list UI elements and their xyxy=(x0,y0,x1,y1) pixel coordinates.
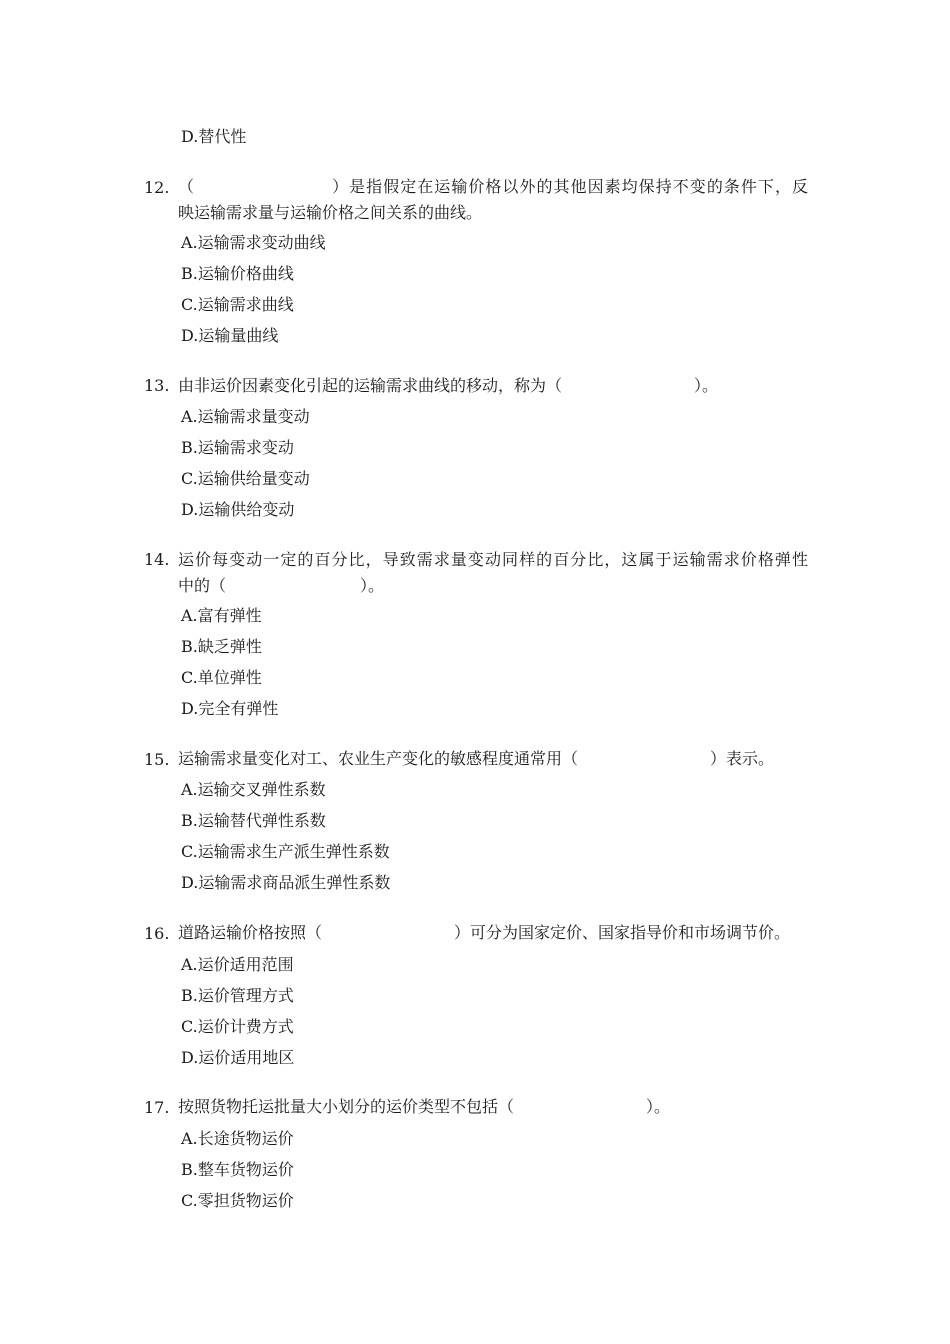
option-a: A.运价适用范围 xyxy=(181,955,294,974)
option-d: D.运输供给变动 xyxy=(181,500,295,519)
question-text xyxy=(178,174,808,226)
question-text xyxy=(178,920,808,946)
option-d: D.完全有弹性 xyxy=(181,699,279,718)
option-d: D.运价适用地区 xyxy=(181,1048,295,1067)
option-c: C.运输供给量变动 xyxy=(181,469,310,488)
question-number: 16. xyxy=(144,924,170,943)
option-d: D.运输量曲线 xyxy=(181,326,279,345)
option-b: B.缺乏弹性 xyxy=(181,637,262,656)
option-b: B.整车货物运价 xyxy=(181,1160,294,1179)
option-b: B.运输需求变动 xyxy=(181,438,294,457)
question-number: 13. xyxy=(144,376,170,395)
option-c: C.单位弹性 xyxy=(181,668,262,687)
option-c: C.零担货物运价 xyxy=(181,1191,294,1210)
option-b: B.运输替代弹性系数 xyxy=(181,811,326,830)
option-a: A.运输交叉弹性系数 xyxy=(181,780,326,799)
question-text xyxy=(178,373,808,399)
question-line: 运输需求量变化对工、农业生产变化的敏感程度通常用（ ）表示。 xyxy=(178,749,775,768)
question-text xyxy=(178,547,808,599)
option-a: A.长途货物运价 xyxy=(181,1129,294,1148)
question-line: （ ）是指假定在运输价格以外的其他因素均保持不变的条件下，反 xyxy=(178,177,808,196)
option-c: C.运价计费方式 xyxy=(181,1017,294,1036)
question-line: 由非运价因素变化引起的运输需求曲线的移动，称为（ ）。 xyxy=(178,376,719,395)
question-line: 映运输需求量与运输价格之间关系的曲线。 xyxy=(178,203,483,222)
option-a: A.富有弹性 xyxy=(181,606,262,625)
question-text xyxy=(178,746,808,772)
option-b: B.运输价格曲线 xyxy=(181,264,294,283)
option-b: B.运价管理方式 xyxy=(181,986,294,1005)
question-line: 按照货物托运批量大小划分的运价类型不包括（ ）。 xyxy=(178,1097,671,1116)
question-number: 17. xyxy=(144,1098,170,1117)
question-line: 中的（ ）。 xyxy=(178,576,385,595)
question-number: 12. xyxy=(144,178,170,197)
question-line: 道路运输价格按照（ ）可分为国家定价、国家指导价和市场调节价。 xyxy=(178,923,791,942)
question-text xyxy=(178,1094,808,1120)
option-text: D.替代性 xyxy=(181,127,247,146)
question-line: 运价每变动一定的百分比，导致需求量变动同样的百分比，这属于运输需求价格弹性 xyxy=(178,550,808,569)
option-d: D.运输需求商品派生弹性系数 xyxy=(181,873,391,892)
option-c: C.运输需求曲线 xyxy=(181,295,294,314)
option-c: C.运输需求生产派生弹性系数 xyxy=(181,842,390,861)
question-number: 14. xyxy=(144,550,170,569)
option-a: A.运输需求量变动 xyxy=(181,407,310,426)
question-number: 15. xyxy=(144,750,170,769)
option-a: A.运输需求变动曲线 xyxy=(181,233,326,252)
